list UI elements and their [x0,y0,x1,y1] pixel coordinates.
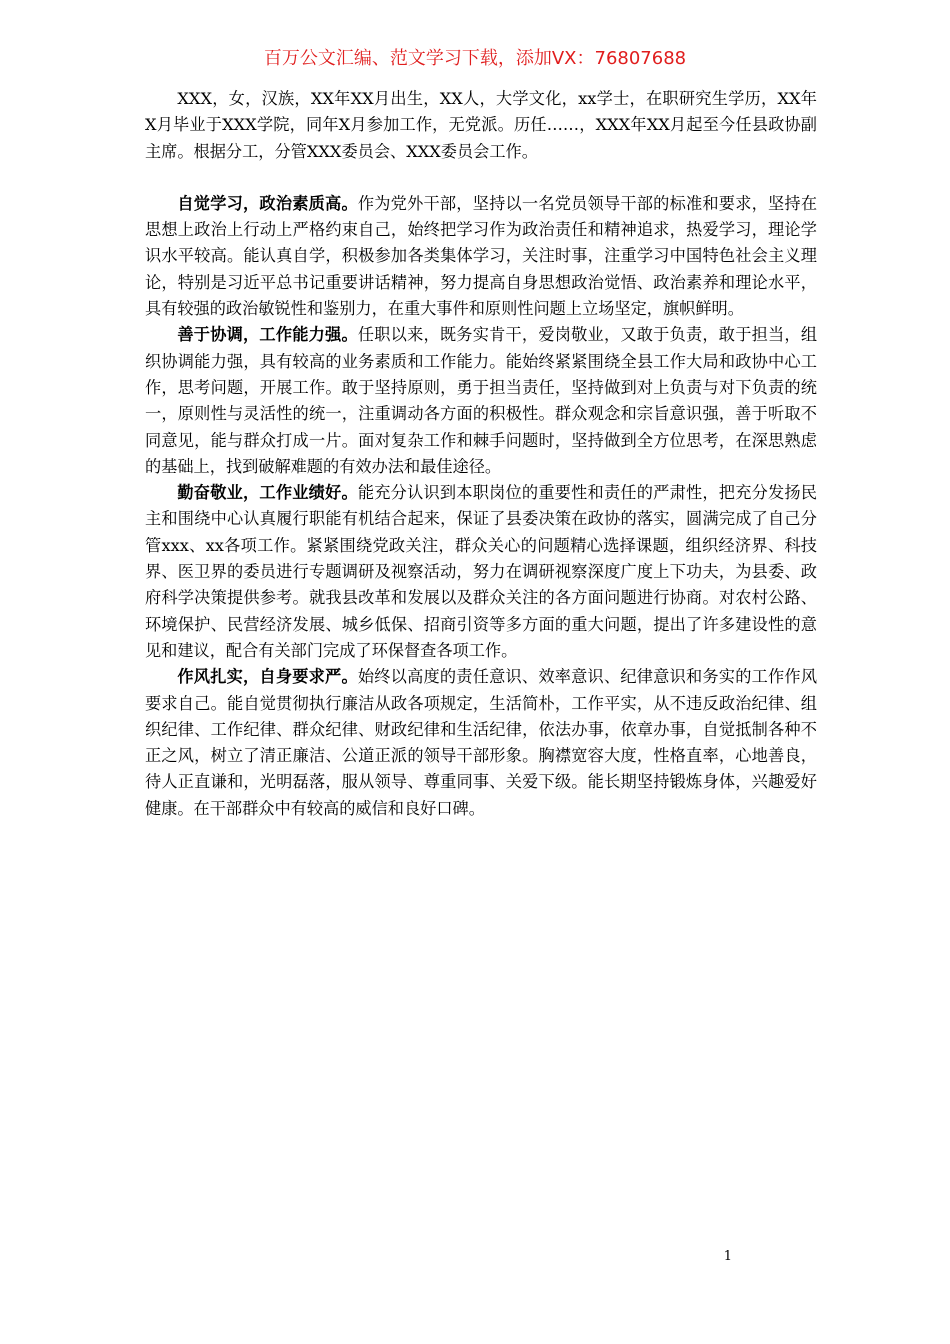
document-body [145,86,817,822]
intro-paragraph: XXX，女，汉族，XX年XX月出生，XX人，大学文化，xx学士，在职研究生学历，XX年X月毕业于XXX学院，同年X月参加工作，无党派。历任……，XXX年XX月起至今任县政协副主席。根据分工，分管XXX委员会、XXX委员会工作。 [145,89,817,161]
section-text: 能充分认识到本职岗位的重要性和责任的严肃性，把充分发扬民主和围绕中心认真履行职能有机结合起来，保证了县委决策在政协的落实，圆满完成了自己分管xxx、xx各项工作。紧紧围绕党政关注，群众关心的问题精心选择课题，组织经济界、科技界、医卫界的委员进行专题调研及视察活动，努力在调研视察深度广度上下功夫，为县委、政府科学决策提供参考。就我县改革和发展以及群众关注的各方面问题进行协商。对农村公路、环境保护、民营经济发展、城乡低保、招商引资等多方面的重大问题，提出了许多建设性的意见和建议，配合有关部门完成了环保督查各项工作。 [145,483,818,660]
section-heading: 善于协调，工作能力强。 [177,325,358,345]
page-number: 1 [723,1249,732,1264]
section-heading: 勤奋敬业，工作业绩好。 [177,483,358,503]
section-paragraph [145,322,817,480]
section-heading: 作风扎实，自身要求严。 [177,667,358,687]
watermark-banner: 百万公文汇编、范文学习下载，添加VX：76807688 [263,48,687,69]
section-text: 作为党外干部，坚持以一名党员领导干部的标准和要求，坚持在思想上政治上行动上严格约束自己，始终把学习作为政治责任和精神追求，热爱学习，理论学识水平较高。能认真自学，积极参加各类集体学习，关注时事，注重学习中国特色社会主义理论，特别是习近平总书记重要讲话精神，努力提高自身思想政治觉悟、政治素养和理论水平，具有较强的政治敏锐性和鉴别力，在重大事件和原则性问题上立场坚定，旗帜鲜明。 [145,193,818,319]
section-paragraph [145,191,817,322]
section-text: 始终以高度的责任意识、效率意识、纪律意识和务实的工作作风要求自己。能自觉贯彻执行廉洁从政各项规定，生活简朴，工作平实，从不违反政治纪律、组织纪律、工作纪律、群众纪律、财政纪律和生活纪律，依法办事，依章办事，自觉抵制各种不正之风，树立了清正廉洁、公道正派的领导干部形象。胸襟宽容大度，性格直率，心地善良，待人正直谦和，光明磊落，服从领导、尊重同事、关爱下级。能长期坚持锻炼身体，兴趣爱好健康。在干部群众中有较高的威信和良好口碑。 [145,667,818,818]
section-heading: 自觉学习，政治素质高。 [177,193,358,213]
section-paragraph [145,664,817,822]
section-text: 任职以来，既务实肯干，爱岗敬业，又敢于负责，敢于担当，组织协调能力强，具有较高的业务素质和工作能力。能始终紧紧围绕全县工作大局和政协中心工作，思考问题，开展工作。敢于坚持原则，勇于担当责任，坚持做到对上负责与对下负责的统一，原则性与灵活性的统一，注重调动各方面的积极性。群众观念和宗旨意识强，善于听取不同意见，能与群众打成一片。面对复杂工作和棘手问题时，坚持做到全方位思考，在深思熟虑的基础上，找到破解难题的有效办法和最佳途径。 [145,325,818,476]
section-paragraph [145,480,817,664]
